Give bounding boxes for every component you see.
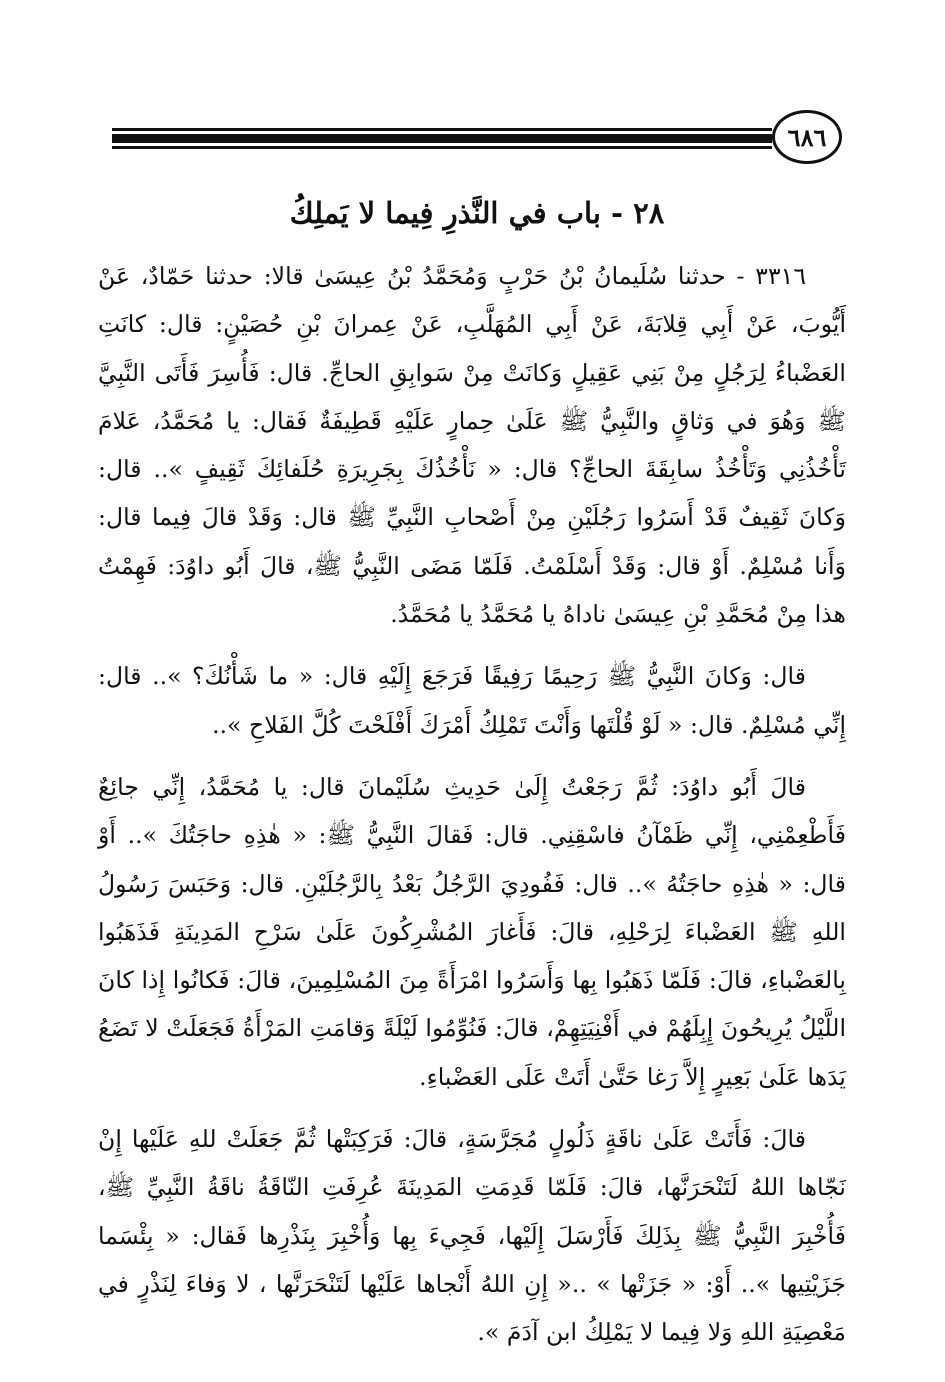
paragraph: قالَ: فَأَتَتْ عَلَىٰ ناقَةٍ ذَلُولٍ مُجَرَّسَةٍ، قالَ: فَرَكِبَتْها ثُمَّ جَعَلَتْ للهِ عَلَيْها إِنْ نَجّاها اللهُ لَتَنْحَرَنَّها، قالَ: فَلَمّا قَدِمَتِ المَدِينَةَ عُرِفَتِ النّاقَةُ ناقَةُ النَّبِيِّ ﷺ، فَأُخْبِرَ النَّبِيُّ ﷺ بِذَلِكَ فَأَرْسَلَ إِلَيْها، فَجِيءَ بِها وَأُخْبِرَ بِنَذْرِها فَقال: « بِئْسَما جَزَيْتِيها ».. أَوْ: « جَزَتْها » ..« إِنِ اللهُ أَنْجاها عَلَيْها لَتَنْحَرَنَّها ، لا وَفاءَ لِنَذْرٍ في مَعْصِيَةِ اللهِ وَلا فِيما لا يَمْلِكُ ابن آدَمَ ». bbox=[98, 1125, 846, 1347]
header-rule bbox=[112, 128, 772, 131]
chapter-title: ٢٨ - باب في النَّذرِ فِيما لا يَملِكُ bbox=[289, 196, 665, 230]
page-number: ٦٨٦ bbox=[772, 110, 842, 164]
header-rule-thick bbox=[112, 134, 772, 143]
hadith-text bbox=[98, 252, 846, 1371]
page-header bbox=[112, 108, 842, 168]
header-rule bbox=[112, 146, 772, 149]
paragraph: قال: وَكانَ النَّبِيُّ ﷺ رَحِيمًا رَفِيقًا فَرَجَعَ إِلَيْهِ قال: « ما شَأْنُكَ؟ ».. قال: إِنِّي مُسْلِمٌ. قال: « لَوْ قُلْتَها وَأَنْتَ تَمْلِكُ أَمْرَكَ أَفْلَحْتَ كُلَّ الفَلاحِ ».. bbox=[98, 662, 846, 739]
paragraph: قالَ أَبُو داوُدَ: ثُمَّ رَجَعْتُ إِلَىٰ حَدِيثِ سُلَيْمانَ قال: يا مُحَمَّدُ، إِنِّي جائِعٌ فَأَطْعِمْنِي، إِنِّي ظَمْآنُ فاسْقِنِي. قال: فَقالَ النَّبِيُّ ﷺ: « هٰذِهِ حاجَتُكَ ».. أَوْ قال: « هٰذِهِ حاجَتُهُ ».. قال: فَفُودِيَ الرَّجُلُ بَعْدُ بِالرَّجُلَيْنِ. قال: وَحَبَسَ رَسُولُ اللهِ ﷺ العَضْباءَ لِرَحْلِهِ، قالَ: فَأَغارَ المُشْرِكُونَ عَلَىٰ سَرْحِ المَدِينَةِ فَذَهَبُوا بِالعَضْباءِ، قالَ: فَلَمّا ذَهَبُوا بِها وَأَسَرُوا امْرَأَةً مِنَ المُسْلِمِينَ، قالَ: فَكانُوا إِذا كانَ اللَّيْلُ يُرِيحُونَ إِبِلَهُمْ في أَفْنِيَتِهِمْ، قالَ: فَنُوِّمُوا لَيْلَةً وَقامَتِ المَرْأَةُ فَجَعَلَتْ لا تَضَعُ يَدَها عَلَىٰ بَعِيرٍ إِلاَّ رَغا حَتَّىٰ أَتَتْ عَلَى العَضْباءِ. bbox=[98, 772, 846, 1091]
paragraph: ٣٣١٦ - حدثنا سُلَيمانُ بْنُ حَرْبٍ وَمُحَمَّدُ بْنُ عِيسَىٰ قالا: حدثنا حَمّادٌ، عَنْ أَيُّوبَ، عَنْ أَبِي قِلابَةَ، عَنْ أَبِي المُهَلَّبِ، عَنْ عِمرانَ بْنِ حُصَيْنٍ: قال: كانَتِ العَضْباءُ لِرَجُلٍ مِنْ بَنِي عَقِيلٍ وَكانَتْ مِنْ سَوابِقِ الحاجِّ. قال: فَأُسِرَ فَأَتَى النَّبِيَّ ﷺ وَهُوَ في وَثاقٍ والنَّبِيُّ ﷺ عَلَىٰ حِمارٍ عَلَيْهِ قَطِيفَةٌ فَقال: يا مُحَمَّدُ، عَلامَ تَأْخُذُنِي وَتَأْخُذُ سابِقَةَ الحاجِّ؟ قال: « نَأْخُذُكَ بِجَرِيرَةِ حُلَفائِكَ ثَقِيفٍ ».. قال: وَكانَ ثَقِيفٌ قَدْ أَسَرُوا رَجُلَيْنِ مِنْ أَصْحابِ النَّبِيِّ ﷺ قال: وَقَدْ قالَ فِيما قال: وَأَنا مُسْلِمٌ. أَوْ قال: وَقَدْ أَسْلَمْتُ. فَلَمّا مَضَى النَّبِيُّ ﷺ، قالَ أَبُو داوُدَ: فَهِمْتُ هذا مِنْ مُحَمَّدِ بْنِ عِيسَىٰ ناداهُ يا مُحَمَّدُ يا مُحَمَّدُ. bbox=[98, 262, 846, 629]
